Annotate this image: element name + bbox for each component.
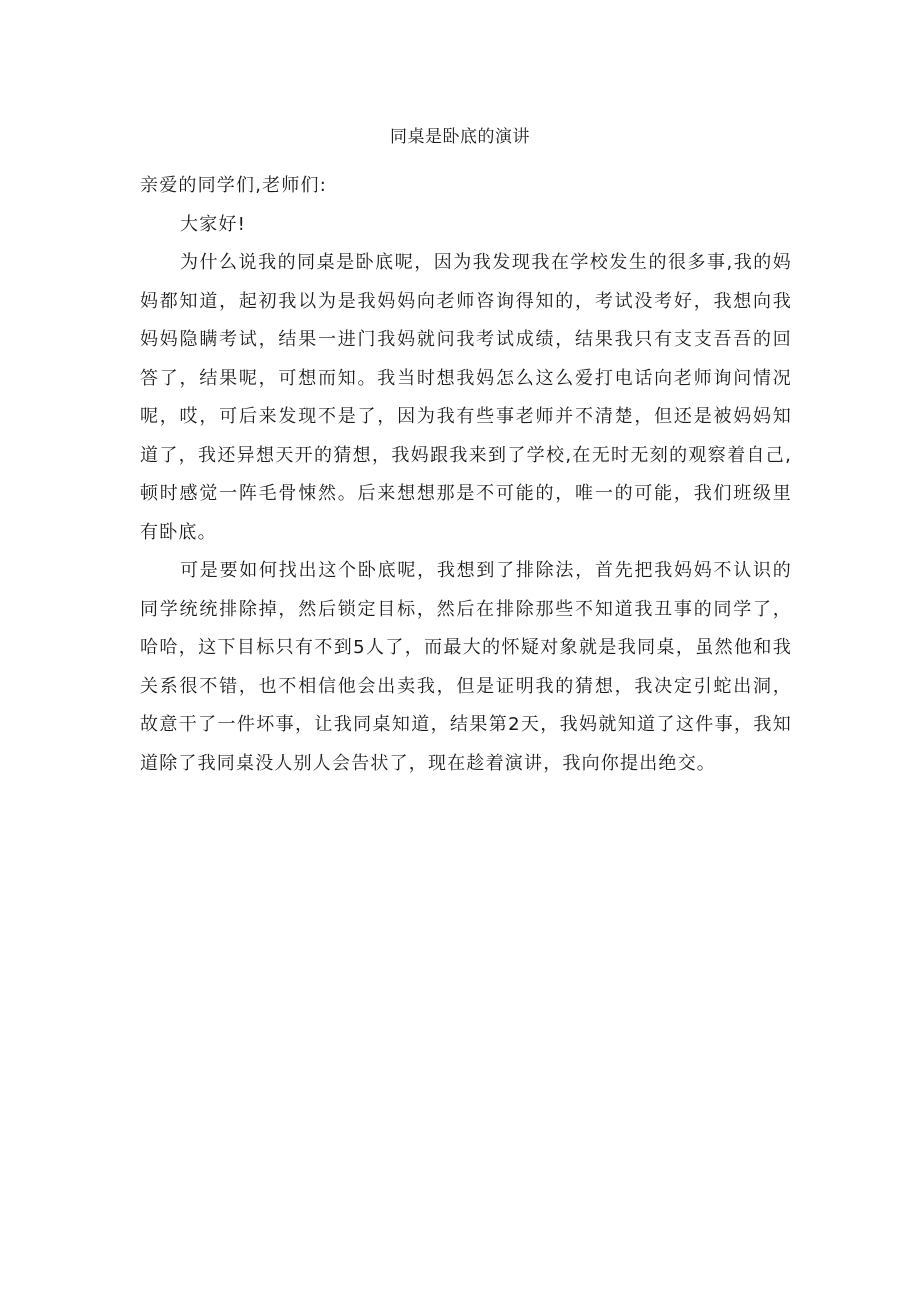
greeting: 大家好! [180,213,247,235]
document-body [140,167,792,783]
paragraph-2: 可是要如何找出这个卧底呢，我想到了排除法，首先把我妈妈不认识的同学统统排除掉，然后锁定目标，然后在排除那些不知道我丑事的同学了，哈哈，这下目标只有不到5人了，而最大的怀疑对象就是我同桌，虽然他和我关系很不错，也不相信他会出卖我，但是证明我的猜想，我决定引蛇出洞，故意干了一件坏事，让我同桌知道，结果第2天，我妈就知道了这件事，我知道除了我同桌没人别人会告状了，现在趁着演讲，我向你提出绝交。 [140,560,792,774]
document-title: 同桌是卧底的演讲 [390,127,530,147]
salutation: 亲爱的同学们,老师们: [140,175,327,196]
paragraph-1: 为什么说我的同桌是卧底呢，因为我发现我在学校发生的很多事,我的妈妈都知道，起初我以为是我妈妈向老师咨询得知的，考试没考好，我想向我妈妈隐瞒考试，结果一进门我妈就问我考试成绩，结果我只有支支吾吾的回答了，结果呢，可想而知。我当时想我妈怎么这么爱打电话向老师询问情况呢，哎，可后来发现不是了，因为我有些事老师并不清楚，但还是被妈妈知道了，我还异想天开的猜想，我妈跟我来到了学校,在无时无刻的观察着自己,顿时感觉一阵毛骨悚然。后来想想那是不可能的，唯一的可能，我们班级里有卧底。 [140,252,792,543]
